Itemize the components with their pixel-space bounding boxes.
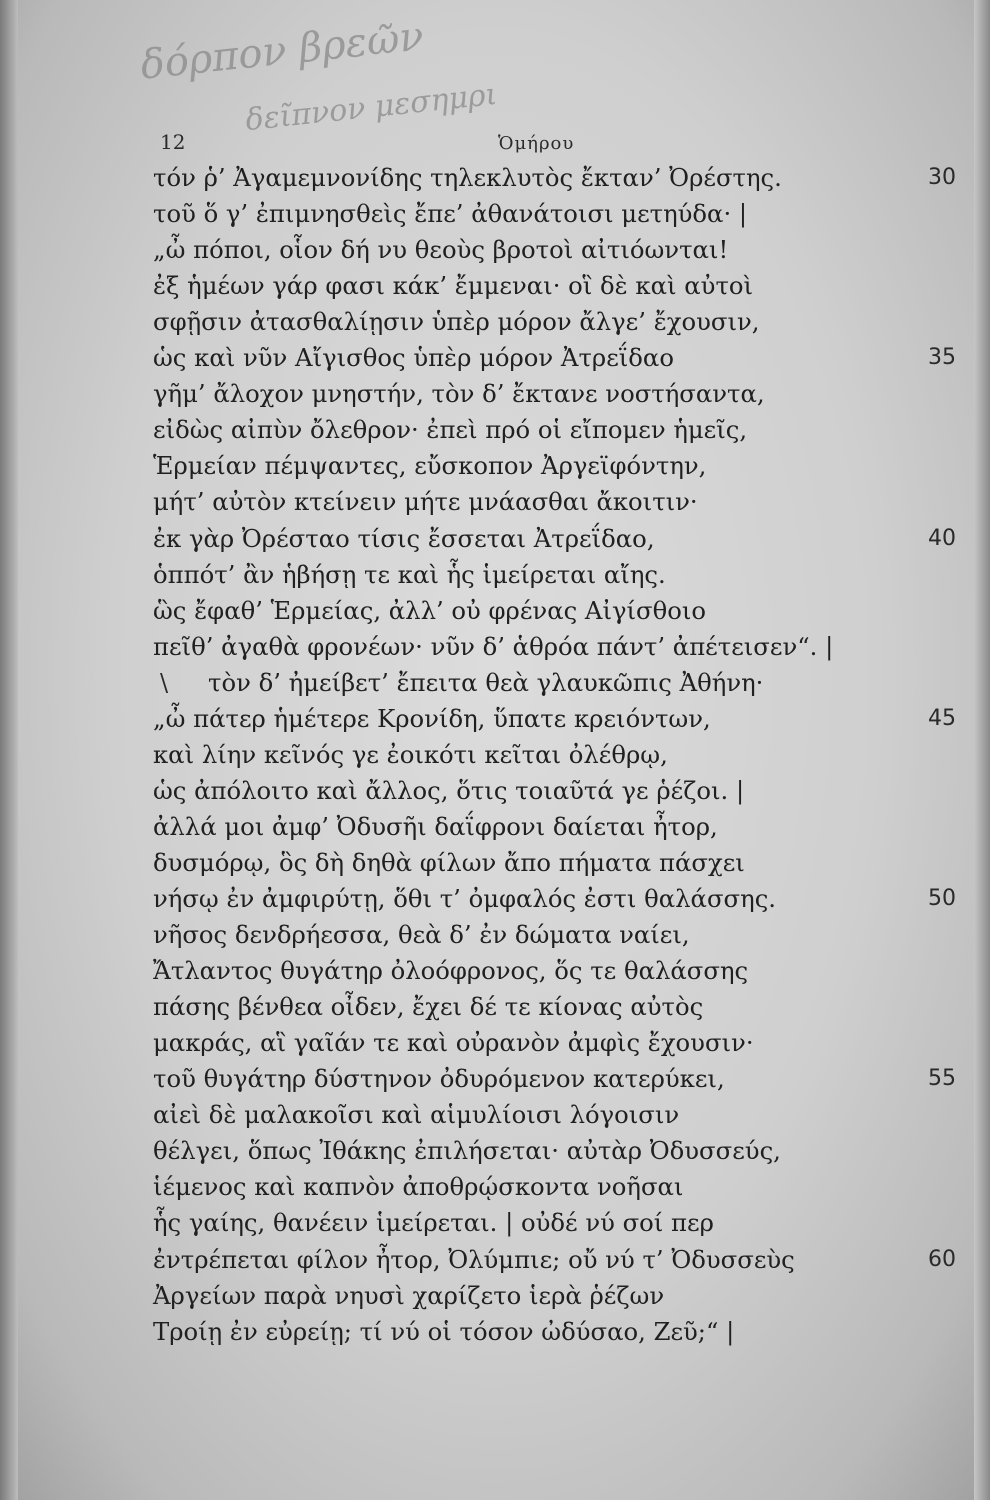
line-number: 40	[928, 525, 956, 551]
verse-text: ἐντρέπεται φίλον ἦτορ, Ὀλύμπιε; οὔ νύ τ’ Ὀδυσσεὺς	[153, 1244, 795, 1274]
verse-line	[0, 196, 990, 232]
margin-mark: \	[160, 668, 169, 697]
verse-text: „ὦ πόποι, οἷον δή νυ θεοὺς βροτοὶ αἰτιόωνται!	[153, 235, 729, 265]
verse-text: ὁππότ’ ἂν ἡβήσῃ τε καὶ ἧς ἱμείρεται αἴης.	[153, 559, 666, 589]
verse-text: νήσῳ ἐν ἀμφιρύτῃ, ὅθι τ’ ὀμφαλός ἐστι θαλάσσης.	[153, 884, 777, 913]
verse-text: „ὦ πάτερ ἡμέτερε Κρονίδη, ὕπατε κρειόντων,	[153, 703, 711, 733]
verse-text: καὶ λίην κεῖνός γε ἐοικότι κεῖται ὀλέθρῳ,	[153, 739, 668, 769]
line-number: 45	[928, 705, 956, 731]
verse-line	[0, 737, 990, 773]
verse-text: τοῦ θυγάτηρ δύστηνον ὀδυρόμενον κατερύκει,	[153, 1064, 725, 1094]
verse-text: εἰδὼς αἰπὺν ὄλεθρον· ἐπεὶ πρό οἱ εἴπομεν ἡμεῖς,	[153, 415, 748, 445]
verse-text: ὡς ἀπόλοιτο καὶ ἄλλος, ὅτις τοιαῦτά γε ῥέζοι. |	[153, 775, 745, 805]
verse-line	[0, 1242, 990, 1278]
line-number: 55	[928, 1066, 956, 1092]
verse-text: μήτ’ αὐτὸν κτείνειν μήτε μνάασθαι ἄκοιτιν·	[153, 487, 698, 517]
verse-line	[0, 232, 990, 268]
verse-line	[0, 340, 990, 376]
verse-line	[0, 881, 990, 917]
verse-text: ἀλλά μοι ἀμφ’ Ὀδυσῆι δαΐφρονι δαίεται ἦτορ,	[153, 811, 718, 841]
verse-text: ὡς καὶ νῦν Αἴγισθος ὑπὲρ μόρον Ἀτρεΐδαο	[153, 343, 674, 373]
handwritten-note-2: δεῖπνον μεσημρι	[243, 76, 499, 139]
verse-line	[0, 160, 990, 196]
verse-text: Ἑρμείαν πέμψαντες, εὔσκοπον Ἀργεϊφόντην,	[153, 451, 707, 481]
verse-text: δυσμόρῳ, ὃς δὴ δηθὰ φίλων ἄπο πήματα πάσχει	[153, 847, 745, 877]
verse-text: τόν ῥ’ Ἀγαμεμνονίδης τηλεκλυτὸς ἔκταν’ Ὀρέστης.	[153, 163, 782, 192]
verse-text: αἰεὶ δὲ μαλακοῖσι καὶ αἱμυλίοισι λόγοισιν	[153, 1100, 680, 1130]
verse-text: τὸν δ’ ἠμείβετ’ ἔπειτα θεὰ γλαυκῶπις Ἀθήνη·	[208, 667, 764, 697]
verse-line	[0, 521, 990, 557]
verse-line	[0, 629, 990, 665]
verse-line	[0, 953, 990, 989]
verse-text: ἧς γαίης, θανέειν ἱμείρεται. | οὐδέ νύ σοί περ	[153, 1208, 714, 1238]
verse-line	[0, 1169, 990, 1205]
verse-text: Ἀργείων παρὰ νηυσὶ χαρίζετο ἱερὰ ῥέζων	[153, 1280, 665, 1310]
verse-text: γῆμ’ ἄλοχον μνηστήν, τὸν δ’ ἔκτανε νοστήσαντα,	[153, 379, 765, 409]
verse-line	[0, 665, 990, 701]
verse-line	[0, 1097, 990, 1133]
verse-line	[0, 1133, 990, 1169]
verse-line	[0, 917, 990, 953]
handwritten-note-1: δόρπον βρεῶν	[138, 13, 426, 89]
verse-line	[0, 268, 990, 304]
verse-line	[0, 448, 990, 484]
verse-text: Ἄτλαντος θυγάτηρ ὀλοόφρονος, ὅς τε θαλάσσης	[153, 956, 749, 986]
line-number: 35	[928, 345, 956, 371]
verse-text: ὣς ἔφαθ’ Ἑρμείας, ἀλλ’ οὐ φρένας Αἰγίσθοιο	[153, 595, 707, 625]
verse-line	[0, 484, 990, 520]
verse-text: πεῖθ’ ἀγαθὰ φρονέων· νῦν δ’ ἁθρόα πάντ’ ἀπέτεισεν“. |	[153, 631, 834, 661]
verse-line	[0, 304, 990, 340]
line-number: 30	[928, 165, 956, 190]
verse-text: ἱέμενος καὶ καπνὸν ἀποθρῴσκοντα νοῆσαι	[153, 1172, 684, 1202]
verse-text: νῆσος δενδρήεσσα, θεὰ δ’ ἐν δώματα ναίει,	[153, 920, 690, 950]
verse-line	[0, 412, 990, 448]
verse-line	[0, 593, 990, 629]
verse-text: ἐκ γὰρ Ὀρέσταο τίσις ἔσσεται Ἀτρεΐδαο,	[153, 523, 655, 553]
verse-text: θέλγει, ὅπως Ἰθάκης ἐπιλήσεται· αὐτὰρ Ὀδυσσεύς,	[153, 1136, 781, 1166]
running-head: Ὁμήρου	[498, 133, 575, 154]
verse-line	[0, 1278, 990, 1314]
verse-text: μακράς, αἳ γαῖάν τε καὶ οὐρανὸν ἀμφὶς ἔχουσιν·	[153, 1028, 754, 1058]
verse-line	[0, 1205, 990, 1241]
verse-line	[0, 701, 990, 737]
verse-text: τοῦ ὅ γ’ ἐπιμνησθεὶς ἔπε’ ἀθανάτοισι μετηύδα· |	[153, 199, 748, 229]
verse-line	[0, 773, 990, 809]
verse-line	[0, 845, 990, 881]
verse-line	[0, 1061, 990, 1097]
verse-line	[0, 809, 990, 845]
verse-line	[0, 1025, 990, 1061]
verse-line	[0, 989, 990, 1025]
line-number: 60	[928, 1246, 956, 1272]
verse-line	[0, 376, 990, 412]
verse-line	[0, 557, 990, 593]
verse-text: σφῇσιν ἀτασθαλίῃσιν ὑπὲρ μόρον ἄλγε’ ἔχουσιν,	[153, 307, 760, 337]
line-number: 50	[928, 886, 956, 911]
verse-text: Τροίῃ ἐν εὐρείῃ; τί νύ οἱ τόσον ὠδύσαο, Ζεῦ;“ |	[153, 1316, 735, 1346]
page-number: 12	[160, 130, 186, 154]
verse-text: πάσης βένθεα οἶδεν, ἔχει δέ τε κίονας αὐτὸς	[153, 992, 704, 1022]
verse-line	[0, 1314, 990, 1350]
verse-text: ἐξ ἡμέων γάρ φασι κάκ’ ἔμμεναι· οἳ δὲ καὶ αὐτοὶ	[153, 271, 754, 301]
